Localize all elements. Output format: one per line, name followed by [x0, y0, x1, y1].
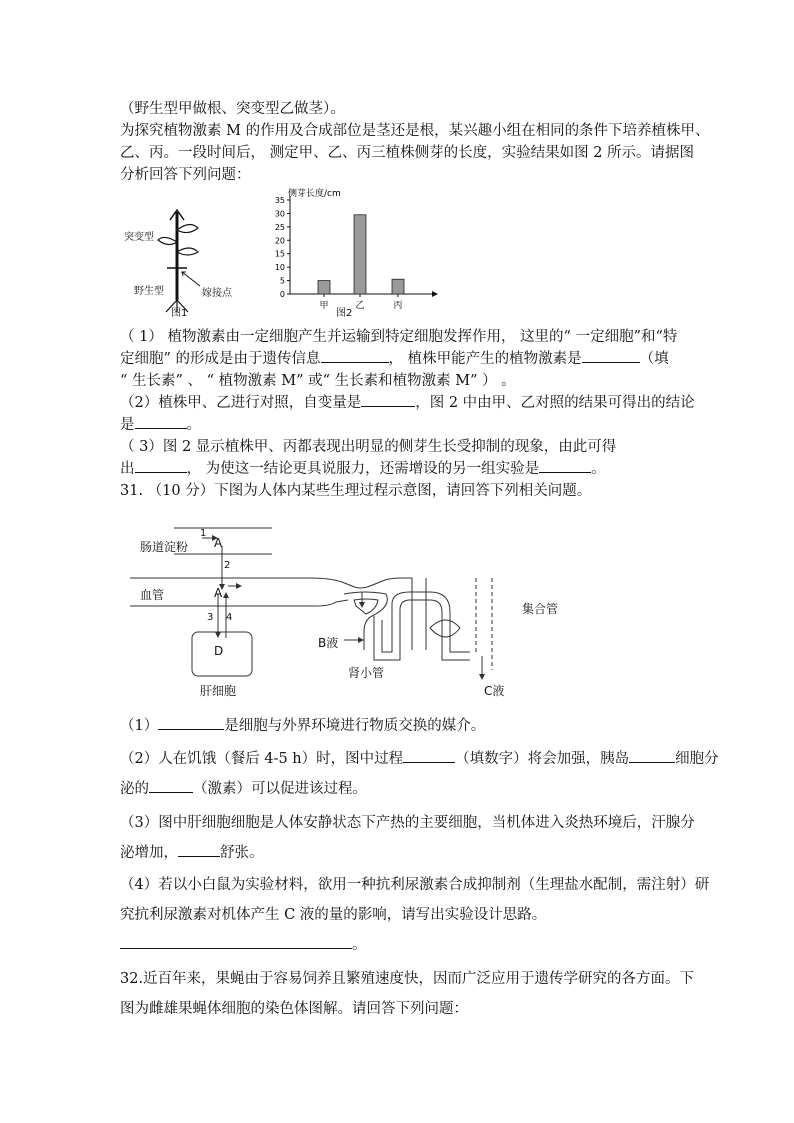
q31-part2-line-a — [120, 748, 719, 770]
label-collecting-duct: 集合管 — [522, 602, 559, 616]
q30-part1-line-b — [120, 348, 669, 370]
q30-p3b-text-3: 。 — [591, 461, 606, 477]
bar-2 — [392, 279, 404, 294]
label-n3: 3 — [207, 612, 214, 623]
filtration-arrow-head — [359, 602, 365, 608]
label-graft: 嫁接点 — [202, 288, 232, 299]
q30-p2b-text-1: 是 — [120, 417, 135, 433]
label-n2: 2 — [224, 560, 231, 571]
q30-p1b-text-2: ， 植株甲能产生的植物激素是 — [388, 351, 582, 367]
q30-part3-line-a: （ 3）图 2 显示植株甲、丙都表现出明显的侧芽生长受抑制的现象，由此可得 — [120, 439, 617, 455]
a-vessel-arrow-head — [236, 583, 242, 589]
y-tick-label-30: 30 — [274, 209, 285, 219]
blank-12[interactable] — [120, 934, 352, 949]
blank-1[interactable] — [321, 348, 389, 363]
q31-part4-line-c — [120, 934, 367, 956]
label-A-vessel: A — [214, 586, 223, 600]
q31-s2b-text-2: （激素）可以促进该过程。 — [193, 781, 367, 797]
renal-tubule — [374, 600, 470, 660]
x-axis-arrow — [432, 291, 438, 297]
label-mutant: 突变型 — [124, 232, 154, 243]
blank-6[interactable] — [539, 458, 591, 473]
graft-arrow — [182, 272, 200, 286]
y-tick-label-0: 0 — [279, 290, 285, 299]
blank-10[interactable] — [149, 778, 193, 793]
q31-s2a-text-3: 细胞分 — [675, 751, 719, 767]
intro-line-4: 分析回答下列问题： — [120, 167, 251, 183]
glomerulus — [354, 599, 378, 614]
q30-p3b-text-2: ， 为使这一结论更具说服力，还需增设的另一组实验是 — [186, 461, 540, 477]
bowman-capsule — [344, 592, 387, 650]
label-wild: 野生型 — [134, 286, 164, 297]
q31-s2a-text-2: （填数字）将会加强，胰岛 — [455, 751, 630, 767]
x-tick-label-1: 乙 — [355, 301, 365, 311]
q30-p3b-text-1: 出 — [120, 461, 135, 477]
c-liquid-arrow-head — [479, 674, 485, 680]
figure-physiology-diagram — [130, 520, 530, 700]
q30-p2a-text-2: ，图 2 中由甲、乙对照的结果可得出的结论 — [415, 395, 695, 411]
bar-0 — [318, 281, 330, 294]
q30-p1b-text-3: （填 — [639, 351, 669, 367]
intro-line-2: 为探究植物激素 M 的作用及合成部位是茎还是根，某兴趣小组在相同的条件下培养植株甲、 — [120, 123, 710, 139]
q31-part4-line-a: （4）若以小白鼠为实验材料，欲用一种抗利尿激素合成抑制剂（生理盐水配制，需注射）研 — [120, 877, 710, 893]
label-B-liquid: B液 — [318, 636, 339, 650]
blank-9[interactable] — [629, 748, 675, 763]
blank-7[interactable] — [158, 715, 224, 730]
q31-part1 — [120, 715, 485, 737]
arrow-4-head — [223, 592, 229, 598]
y-tick-label-20: 20 — [274, 236, 285, 246]
leaf-2 — [158, 237, 177, 244]
q31-part4-line-b: 究抗利尿激素对机体产生 C 液的量的影响，请写出实验设计思路。 — [120, 907, 547, 923]
q30-part2-line-b — [120, 414, 201, 436]
figure-1-plant — [120, 200, 260, 320]
q32-line-1: 32.近百年来，果蝇由于容易饲养且繁殖速度快，因而广泛应用于遗传学研究的各方面。下 — [120, 971, 695, 987]
q31-part2-line-b — [120, 778, 367, 800]
intro-line-3: 乙、丙。一段时间后， 测定甲、乙、丙三植株侧芽的长度，实验结果如图 2 所示。请据图 — [120, 145, 695, 161]
b-liquid-arrow-head — [358, 637, 364, 643]
blank-8[interactable] — [403, 748, 455, 763]
blank-3[interactable] — [361, 392, 415, 407]
q31-s2a-text-1: （2）人在饥饿（餐后 4-5 h）时，图中过程 — [120, 751, 404, 767]
leaf-1 — [177, 224, 198, 232]
y-tick-label-10: 10 — [274, 263, 285, 273]
x-tick-label-2: 丙 — [393, 301, 403, 311]
figure-2-caption: 图2 — [336, 308, 353, 319]
q31-s4c-text: 。 — [352, 937, 367, 953]
q31-s1-text-2: 是细胞与外界环境进行物质交换的媒介。 — [224, 718, 486, 734]
blank-5[interactable] — [135, 458, 187, 473]
label-blood-vessel: 血管 — [140, 588, 165, 602]
q30-part1-line-c: “ 生长素” 、 “ 植物激素 M” 或“ 生长素和植物激素 M” ） 。 — [120, 373, 516, 389]
q31-title: 31. （10 分）下图为人体内某些生理过程示意图，请回答下列相关问题。 — [120, 483, 592, 499]
x-tick-label-0: 甲 — [319, 301, 329, 311]
blank-4[interactable] — [135, 414, 187, 429]
y-tick-label-5: 5 — [279, 276, 285, 286]
figure-1-caption: 图1 — [171, 308, 188, 319]
q30-p2b-text-2: 。 — [186, 417, 201, 433]
y-tick-label-35: 35 — [274, 196, 285, 205]
q30-part1-line-a: （ 1） 植物激素由一定细胞产生并运输到特定细胞发挥作用， 这里的“ 一定细胞”和“特 — [120, 329, 678, 345]
blank-11[interactable] — [178, 842, 220, 857]
figure-2-bar-chart — [262, 186, 442, 314]
q31-part3-line-a: （3）图中肝细胞细胞是人体安静状态下产热的主要细胞，当机体进入炎热环境后，汗腺分 — [120, 815, 695, 831]
q30-part2-line-a — [120, 392, 695, 414]
q31-s1-text-1: （1） — [120, 718, 159, 734]
label-n1: 1 — [200, 528, 207, 539]
q31-s3b-text-1: 泌增加， — [120, 845, 178, 861]
q30-p2a-text-1: （2）植株甲、乙进行对照，自变量是 — [120, 395, 362, 411]
blank-2[interactable] — [582, 348, 640, 363]
label-intestinal-starch: 肠道淀粉 — [140, 540, 189, 554]
label-n4: 4 — [226, 612, 233, 623]
y-tick-label-15: 15 — [274, 249, 285, 259]
label-liver-cell: 肝细胞 — [200, 684, 237, 698]
intro-line-1: （野生型甲做根、突变型乙做茎）。 — [120, 101, 345, 117]
q31-s2b-text-1: 泌的 — [120, 781, 149, 797]
y-axis-label: 侧芽长度/cm — [288, 189, 341, 199]
q30-part3-line-b — [120, 458, 606, 480]
bar-1 — [354, 215, 366, 294]
label-D: D — [214, 644, 224, 658]
q31-s3b-text-2: 舒张。 — [220, 845, 264, 861]
label-A-top: A — [214, 536, 223, 550]
q32-line-2: 图为雌雄果蝇体细胞的染色体图解。请回答下列问题： — [120, 1001, 468, 1017]
y-tick-label-25: 25 — [274, 222, 285, 232]
label-C-liquid: C液 — [484, 684, 505, 698]
q30-p1b-text-1: 定细胞” 的形成是由于遗传信息 — [120, 351, 321, 367]
q31-part3-line-b — [120, 842, 264, 864]
leaf-3 — [177, 248, 198, 255]
label-renal-tubule: 肾小管 — [348, 666, 385, 680]
arrow-3-head — [215, 632, 221, 638]
loop-of-henle — [430, 620, 460, 637]
